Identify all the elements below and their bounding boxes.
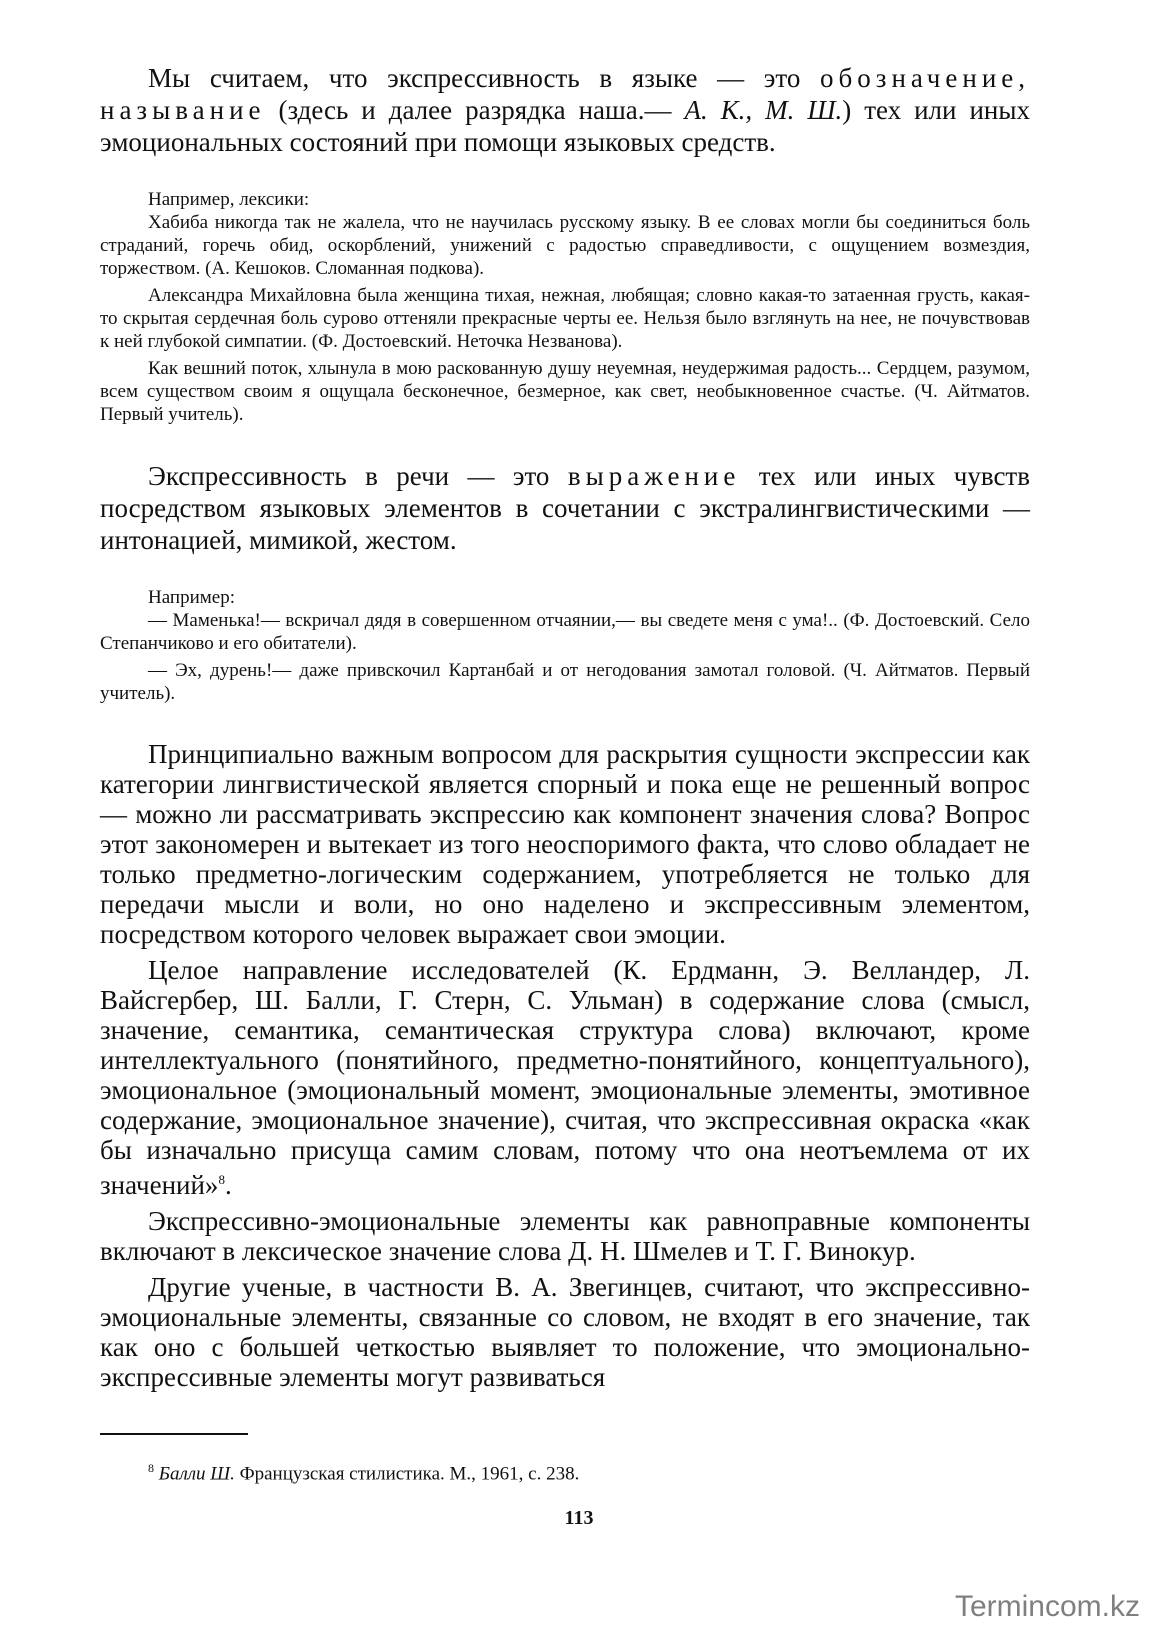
footnote-text: Французская стилистика. М., 1961, с. 238.	[234, 1463, 580, 1485]
footnote-mark: 8	[148, 1461, 154, 1475]
watermark-logo: Termincom.kz	[954, 1590, 1140, 1623]
definition2-spaced-term: выражение	[567, 461, 741, 491]
definition-expressivity-language	[100, 62, 1030, 158]
body-paragraph: Экспрессивно-эмоциональные элементы как равноправные компоненты включают в лексическое значение слова Д. Н. Шмелев и Т. Г. Винокур.	[100, 1206, 1030, 1266]
body-text	[100, 739, 1030, 1392]
page-content	[100, 62, 1030, 1398]
footnote-author: Балли Ш.	[158, 1463, 235, 1485]
body-paragraph: Принципиально важным вопросом для раскрытия сущности экспрессии как категории лингвистической является спорный и пока еще не решенный вопрос — можно ли рассматривать экспрессию как компонент значения слова? Вопрос этот закономерен и вытекает из того неоспоримого факта, что слово обладает не только предметно-логическим содержанием, употребляется не только для передачи мысли и воли, но оно наделено и экспрессивным элементом, посредством которого человек выражает свои эмоции.	[100, 739, 1030, 949]
definition1-text-c: ) тех или иных эмоциональных состояний при помощи языковых средств.	[100, 95, 1030, 157]
definition1-authors: А. К., М. Ш.	[684, 95, 843, 125]
definition1-spaced-term-2: называние	[100, 95, 266, 125]
body-paragraph-end: .	[224, 1170, 232, 1200]
definition2-text-a: Экспрессивность в речи — это	[148, 461, 568, 491]
example-quote: Как вешний поток, хлынула в мою раскованную душу неуемная, неудержимая радость... Сердцем, разумом, всем существом своим я ощущала бесконечное, безмерное, как свет, необыкновенное счастье. (Ч. Айтматов. Первый учитель).	[100, 358, 1030, 425]
example-quote: — Эх, дурень!— даже привскочил Картанбай и от негодования замотал головой. (Ч. Айтматов. Первый учитель).	[100, 660, 1030, 704]
definition-expressivity-speech	[100, 460, 1030, 556]
examples2-header: Например:	[148, 587, 235, 608]
definition1-spaced-term-1: обозначение,	[820, 63, 1030, 93]
footnote-reference: 8	[218, 1172, 225, 1187]
definition2-text-b: тех или иных чувств посредством языковых элементов в сочетании с экстралингвистическими — интонацией, мимикой, жестом.	[100, 461, 1030, 555]
definition1-text-a: Мы считаем, что экспрессивность в языке — это	[148, 63, 821, 93]
body-paragraph: Другие ученые, в частности В. А. Звегинцев, считают, что экспрессивно-эмоциональные элементы, связанные со словом, не входят в его значение, так как оно с большей четкостью выявляет то положение, что эмоционально-экспрессивные элементы могут развиваться	[100, 1272, 1030, 1392]
body-paragraph	[100, 955, 1030, 1200]
examples-lexical	[100, 188, 1030, 426]
body-paragraph-text: Целое направление исследователей (К. Ердманн, Э. Велландер, Л. Вайсгербер, Ш. Балли, Г. Стерн, С. Ульман) в содержание слова (смысл, значение, семантика, семантическая структура слова) включают, кроме интеллектуального (понятийного, предметно-понятийного, концептуального), эмоциональное (эмоциональный момент, эмоциональные элементы, эмотивное содержание, эмоциональное значение), считая, что экспрессивная окраска «как бы изначально присуща самим словам, потому что она неотъемлема от их значений»	[100, 955, 1030, 1200]
example-quote: Хабиба никогда так не жалела, что не научилась русскому языку. В ее словах могли бы соединиться боль страданий, горечь обид, оскорблений, унижений с радостью справедливости, с ощущением возмездия, торжеством. (А. Кешоков. Сломанная подкова).	[100, 212, 1030, 279]
examples-speech	[100, 586, 1030, 705]
example-quote: Александра Михайловна была женщина тихая, нежная, любящая; словно какая-то затаенная грусть, какая-то скрытая сердечная боль сурово оттеняли прекрасные черты ее. Нельзя было взглянуть на нее, не почувствовав к ней глубокой симпатии. (Ф. Достоевский. Неточка Незванова).	[100, 285, 1030, 352]
example-quote: — Маменька!— вскричал дядя в совершенном отчаянии,— вы сведете меня с ума!.. (Ф. Достоевский. Село Степанчиково и его обитатели).	[100, 610, 1030, 654]
examples1-header: Например, лексики:	[148, 189, 310, 210]
definition1-text-b: (здесь и далее разрядка наша.—	[265, 95, 685, 125]
footnote-divider	[100, 1433, 248, 1435]
footnote	[148, 1456, 579, 1486]
page-number: 113	[564, 1507, 594, 1529]
